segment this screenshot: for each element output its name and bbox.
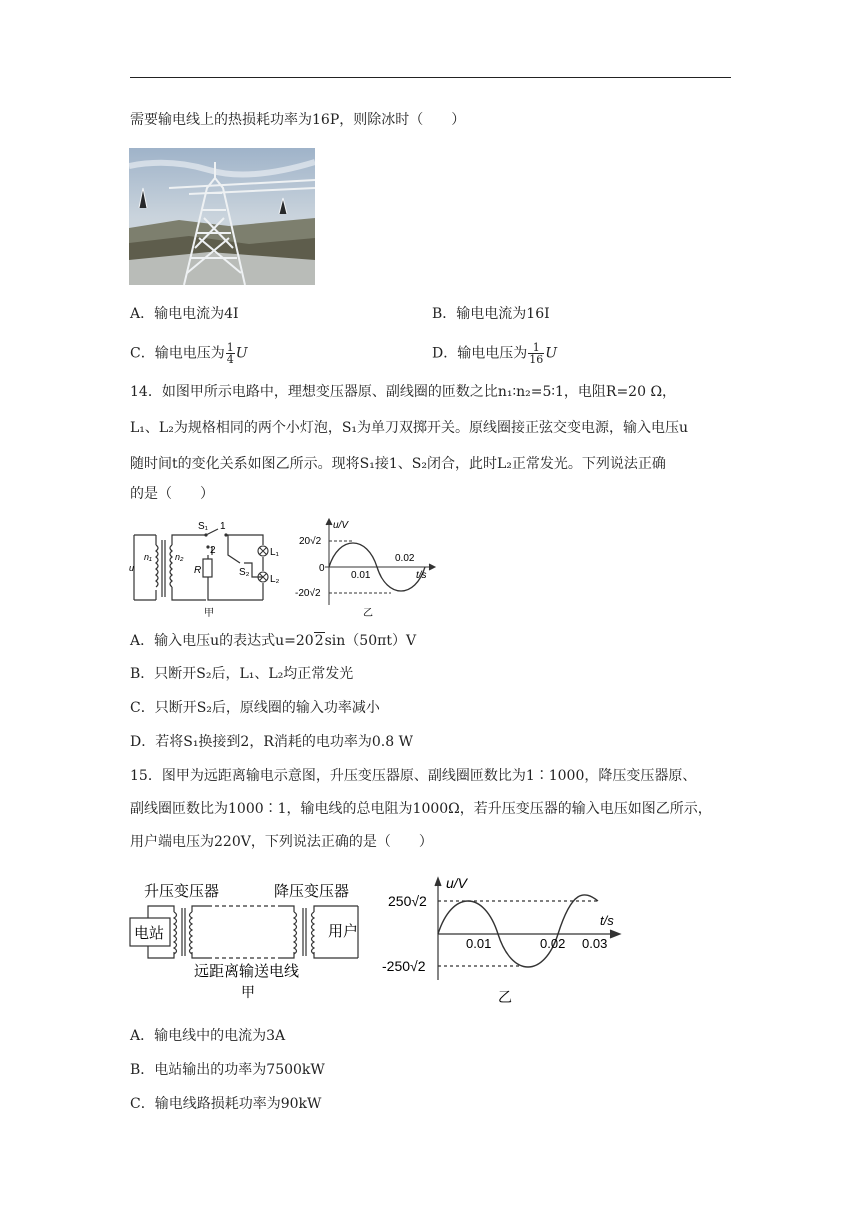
q14-stem-line3: 随时间t的变化关系如图乙所示。现将S₁接1、S₂闭合，此时L₂正常发光。下列说法正确 xyxy=(130,456,666,472)
jia-label-n1: n₁ xyxy=(144,552,152,562)
q14-figure-jia xyxy=(128,515,293,623)
q15-yi-ytick-top: 250√2 xyxy=(388,893,427,909)
fraction-numerator: 1 xyxy=(226,341,234,354)
q15-jia-user-label: 用户 xyxy=(328,923,359,940)
jia-label-l2: L₂ xyxy=(270,574,280,585)
q15-figure-yi xyxy=(380,868,630,1012)
fraction-numerator: 1 xyxy=(528,342,544,354)
icing-tower-photo xyxy=(129,148,315,285)
fraction-denominator: 16 xyxy=(529,353,544,366)
q15-jia-step-up-label: 升压变压器 xyxy=(144,883,220,900)
q13-option-c-prefix: C．输电电压为 xyxy=(130,345,225,362)
q14-stem-line4: 的是（ ） xyxy=(130,486,214,502)
jia-label-l1: L₁ xyxy=(270,547,279,558)
q13-stem-tail: 需要输电线上的热损耗功率为16P，则除冰时（ ） xyxy=(130,112,466,128)
q14-option-d: D．若将S₁换接到2，R消耗的电功率为0.8 W xyxy=(130,734,413,750)
yi-xtick-2: 0.02 xyxy=(395,553,415,564)
jia-label-s1: S₁ xyxy=(198,521,209,532)
yi-xtick-1: 0.01 xyxy=(351,570,371,581)
q14-option-b: B．只断开S₂后，L₁、L₂均正常发光 xyxy=(130,666,354,682)
q14-option-a-prefix: A．输入电压u的表达式u=20 xyxy=(130,633,314,649)
q15-yi-xtick-3: 0.03 xyxy=(582,936,608,951)
q15-option-a: A．输电线中的电流为3A xyxy=(130,1028,286,1044)
q14-voltage-graph xyxy=(293,515,440,619)
jia-label-s2: S₂ xyxy=(239,567,250,578)
header-rule xyxy=(130,77,731,78)
q14-figure-yi xyxy=(293,515,440,623)
q15-jia-step-down-label: 降压变压器 xyxy=(274,883,350,900)
yi-caption: 乙 xyxy=(363,608,373,619)
q15-jia-station-label: 电站 xyxy=(134,925,165,942)
yi-ytick-bottom: -20√2 xyxy=(295,588,321,599)
q15-yi-ytick-bottom: -250√2 xyxy=(382,958,426,974)
q15-voltage-graph xyxy=(380,868,630,1008)
photo-drawing xyxy=(129,148,315,285)
q14-option-c: C．只断开S₂后，原线圈的输入功率减小 xyxy=(130,700,380,716)
q13-option-c-suffix: U xyxy=(235,345,248,362)
q13-option-d xyxy=(432,342,557,365)
q15-jia-line-label: 远距离输送电线 xyxy=(194,963,300,980)
q14-option-a-suffix: sin（50πt）V xyxy=(324,633,417,649)
jia-label-r: R xyxy=(194,565,202,576)
q13-option-d-prefix: D．输电电压为 xyxy=(432,345,528,362)
q13-option-d-fraction xyxy=(528,342,544,365)
q15-yi-xlabel: t/s xyxy=(600,913,614,928)
yi-ylabel: u/V xyxy=(333,520,349,531)
q15-figure-jia xyxy=(128,876,368,1008)
q15-jia-caption: 甲 xyxy=(241,984,255,1000)
jia-label-contact1: 1 xyxy=(220,521,226,532)
q14-circuit-diagram xyxy=(128,515,293,619)
q14-stem-line2: L₁、L₂为规格相同的两个小灯泡，S₁为单刀双掷开关。原线圈接正弦交变电源，输入电压u xyxy=(130,420,689,436)
q13-option-b: B．输电电流为16I xyxy=(432,306,550,322)
q15-stem-line1: 15．图甲为远距离输电示意图，升压变压器原、副线圈匝数比为1∶1000，降压变压器原、 xyxy=(130,768,697,784)
yi-ytick-zero: 0 xyxy=(319,563,325,574)
yi-ytick-top: 20√2 xyxy=(299,536,322,547)
sqrt-radicand: 2 xyxy=(314,633,324,649)
q13-option-c xyxy=(130,342,248,365)
q15-transmission-diagram xyxy=(128,876,368,1004)
q15-yi-caption: 乙 xyxy=(498,989,512,1005)
q13-option-c-fraction xyxy=(226,342,235,365)
q14-stem-line1: 14．如图甲所示电路中，理想变压器原、副线圈的匝数之比n₁∶n₂=5∶1，电阻R=20 Ω， xyxy=(130,384,677,400)
q14-option-a xyxy=(130,631,416,651)
q13-option-d-suffix: U xyxy=(545,345,558,362)
fraction-denominator: 4 xyxy=(226,353,234,366)
q15-stem-line3: 用户端电压为220V，下列说法正确的是（ ） xyxy=(130,834,433,850)
q15-yi-xtick-2: 0.02 xyxy=(540,936,566,951)
jia-label-u: u xyxy=(129,563,135,573)
jia-label-contact2: 2 xyxy=(210,545,216,556)
q15-stem-line2: 副线圈匝数比为1000∶1，输电线的总电阻为1000Ω，若升压变压器的输入电压如图乙所示， xyxy=(130,801,712,817)
q15-option-c: C．输电线路损耗功率为90kW xyxy=(130,1096,322,1112)
jia-label-n2: n₂ xyxy=(175,552,184,562)
q15-option-b: B．电站输出的功率为7500kW xyxy=(130,1062,325,1078)
q13-option-a: A．输电电流为4I xyxy=(130,306,239,322)
yi-xlabel: t/s xyxy=(416,570,427,581)
q15-yi-xtick-1: 0.01 xyxy=(466,936,492,951)
q15-yi-ylabel: u/V xyxy=(446,875,468,891)
jia-caption: 甲 xyxy=(204,608,214,619)
